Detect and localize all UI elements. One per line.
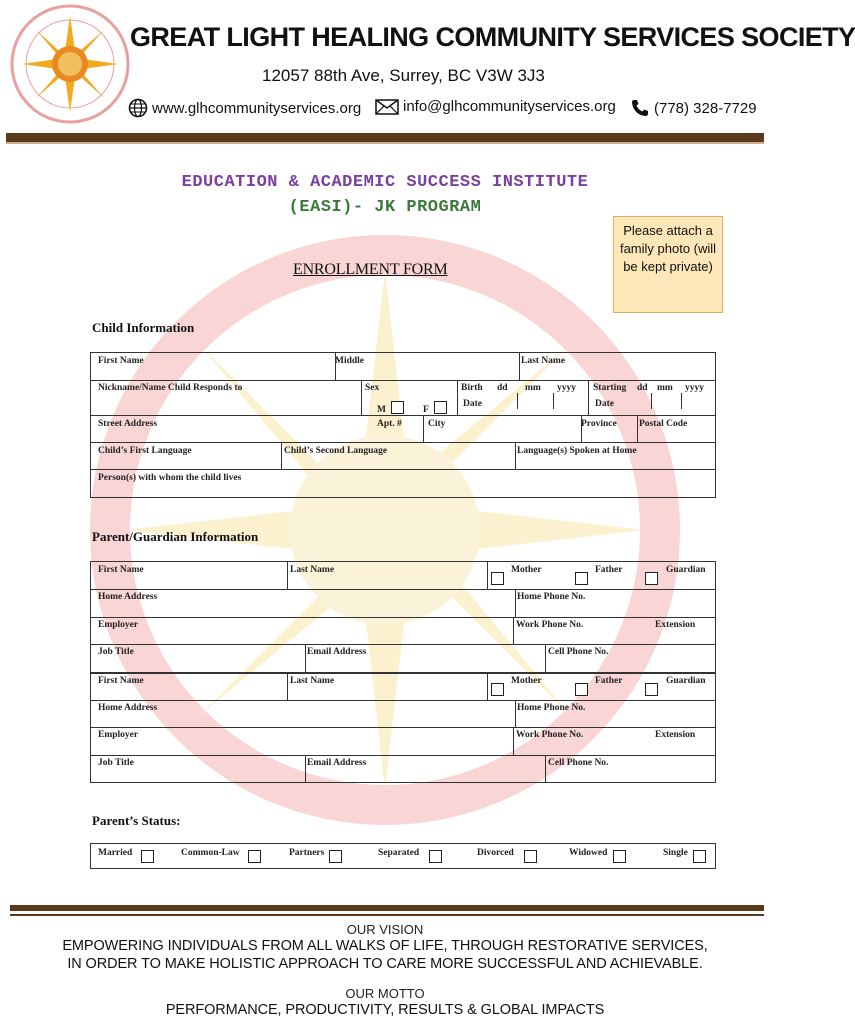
p2-father-checkbox[interactable] [575,683,588,696]
form-title: ENROLLMENT FORM [293,261,448,278]
second-language-label: Child’s Second Language [284,446,388,456]
p1-job-title-label: Job Title [98,647,134,657]
child-last-name-label: Last Name [521,356,566,366]
status-grid [90,843,716,869]
sex-m-checkbox[interactable] [391,401,404,414]
p1-last-name-label: Last Name [290,565,335,575]
vision-line1: EMPOWERING INDIVIDUALS FROM ALL WALKS OF LIFE, THROUGH RESTORATIVE SERVICES, [62,938,708,954]
status-married-label: Married [98,848,133,858]
footer-divider-thin [10,914,764,916]
p1-guardian-label: Guardian [666,565,706,575]
status-widowed-label: Widowed [569,848,608,858]
p2-last-name-label: Last Name [290,676,335,686]
birth-date-label: Date [463,399,482,409]
status-single-label: Single [663,848,688,858]
p1-home-address-label: Home Address [98,592,158,602]
status-divorced-label: Divorced [477,848,514,858]
sex-f-label: F [423,405,429,415]
p2-employer-label: Employer [98,730,139,740]
p1-home-phone-label: Home Phone No. [517,592,586,602]
parent-section-title: Parent/Guardian Information [92,529,259,544]
globe-icon [128,98,148,118]
parent-info-grid [90,561,716,783]
society-title: GREAT LIGHT HEALING COMMUNITY SERVICES SOCIETY [130,22,855,52]
program-title-line2: (EASI)- JK PROGRAM [288,198,482,217]
sex-f-checkbox[interactable] [434,401,447,414]
footer-divider [10,905,764,911]
envelope-icon [375,99,399,115]
p2-work-phone-label: Work Phone No. [516,730,584,740]
p2-email-label: Email Address [307,758,367,768]
starting-date-label: Date [595,399,614,409]
status-partners-checkbox[interactable] [329,850,342,863]
child-sex-label: Sex [365,383,380,393]
p1-mother-checkbox[interactable] [491,572,504,585]
p1-work-phone-label: Work Phone No. [516,620,584,630]
child-section-title: Child Information [92,320,195,335]
p2-mother-label: Mother [511,676,542,686]
postal-code-label: Postal Code [639,419,688,429]
status-common-law-checkbox[interactable] [248,850,261,863]
photo-note: Please attach a family photo (will be kept private) [613,216,723,313]
header-divider [6,133,764,144]
province-label: Province [581,419,617,429]
status-section-title: Parent’s Status: [92,813,181,828]
lives-with-label: Person(s) with whom the child lives [98,473,242,483]
p1-email-label: Email Address [307,647,367,657]
status-partners-label: Partners [289,848,325,858]
p1-guardian-checkbox[interactable] [645,572,658,585]
phone-icon [630,98,650,118]
p2-guardian-checkbox[interactable] [645,683,658,696]
status-divorced-checkbox[interactable] [524,850,537,863]
apt-label: Apt. # [377,419,402,429]
child-nickname-label: Nickname/Name Child Responds to [98,383,243,393]
starting-label: Starting [593,383,627,393]
starting-mm-label: mm [657,383,673,393]
p1-father-checkbox[interactable] [575,572,588,585]
p2-guardian-label: Guardian [666,676,706,686]
p1-first-name-label: First Name [98,565,144,575]
birth-dd-label: dd [497,383,508,393]
website-contact [128,98,361,118]
p2-father-label: Father [595,676,623,686]
p2-first-name-label: First Name [98,676,144,686]
p2-extension-label: Extension [655,730,696,740]
email-link[interactable]: info@glhcommunityservices.org [403,98,616,115]
starting-dd-label: dd [637,383,648,393]
society-address: 12057 88th Ave, Surrey, BC V3W 3J3 [262,66,545,85]
status-separated-checkbox[interactable] [429,850,442,863]
society-logo [8,2,133,127]
phone-contact [630,98,757,118]
birth-mm-label: mm [525,383,541,393]
child-middle-label: Middle [335,356,365,366]
child-info-grid [90,352,716,498]
first-language-label: Child’s First Language [98,446,192,456]
starting-yyyy-label: yyyy [685,383,704,393]
home-language-label: Language(s) Spoken at Home [517,446,637,456]
sex-m-label: M [377,405,386,415]
vision-line2: IN ORDER TO MAKE HOLISTIC APPROACH TO CARE MORE SUCCESSFUL AND ACHIEVABLE. [67,956,703,972]
p2-home-address-label: Home Address [98,703,158,713]
p1-employer-label: Employer [98,620,139,630]
birth-yyyy-label: yyyy [557,383,576,393]
street-address-label: Street Address [98,419,158,429]
birth-label: Birth [461,383,483,393]
status-widowed-checkbox[interactable] [613,850,626,863]
p1-extension-label: Extension [655,620,696,630]
vision-caption: OUR VISION [346,922,424,937]
website-link[interactable]: www.glhcommunityservices.org [152,99,362,117]
p1-mother-label: Mother [511,565,542,575]
motto-caption: OUR MOTTO [345,986,425,1001]
motto-text: PERFORMANCE, PRODUCTIVITY, RESULTS & GLOBAL IMPACTS [165,1002,605,1018]
child-first-name-label: First Name [98,356,144,366]
p1-father-label: Father [595,565,623,575]
status-single-checkbox[interactable] [693,850,706,863]
status-separated-label: Separated [378,848,420,858]
p1-cell-label: Cell Phone No. [548,647,609,657]
p2-home-phone-label: Home Phone No. [517,703,586,713]
email-contact [375,98,616,115]
p2-cell-label: Cell Phone No. [548,758,609,768]
phone-number: (778) 328-7729 [654,99,757,117]
p2-mother-checkbox[interactable] [491,683,504,696]
program-title-line1: EDUCATION & ACADEMIC SUCCESS INSTITUTE [181,173,589,192]
city-label: City [428,419,446,429]
status-married-checkbox[interactable] [141,850,154,863]
p2-job-title-label: Job Title [98,758,134,768]
status-common-law-label: Common-Law [181,848,240,858]
